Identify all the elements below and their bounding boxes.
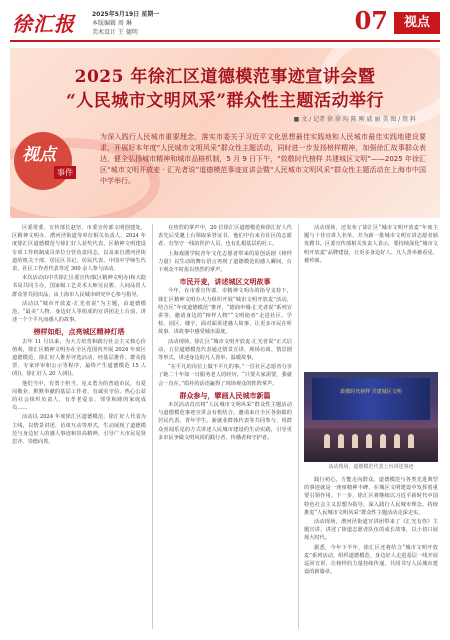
headline-line-1: 2025 年徐汇区道德模范事迹宣讲会暨 <box>74 67 376 87</box>
paragraph: 上海戏剧学院青年文化志愿者带来的原创话剧《榜样力量》以生动的舞台语言再现了道德模范的感人瞬间，台下观众不时报以热烈的掌声。 <box>158 250 292 274</box>
paragraph: 区委常委、宣传部长赵坚、市委宣传部文明创建处、区精神文明办、漕河泾街道等单位相关负责人、2024 年度徐汇区道德模范与徐汇好人获奖代表，区精神文明建设专项工作机制成员单位分管负责同志，以及来自漕河泾街道的机关干部、居民区书记、居民代表、中国中学师生代表、社区工作者代表等近 300 余人参与活动。 <box>12 225 146 273</box>
column-2 <box>158 224 292 443</box>
column-3 <box>304 224 438 266</box>
section-tag <box>14 132 90 190</box>
paragraph: 在热烈的掌声中，20 位徐汇区道德模范和徐汇好人代表先后受邀上台领取荣誉证书，他们中有来自社区的志愿者，有坚守一线的医护人员，也有扎根基层的社工。 <box>158 225 292 248</box>
paragraph: 本次活动首次将“人民城市文明风采”群众性主题活动与道德模范事迹宣讲会有机结合，邀请来自全区各街镇的居民代表、青年学生、新就业群体代表等共同参与，用群众喜闻乐见的方式讲述人民城市建设的生动实践，引导更多市民争做文明风尚的践行者、传播者和守护者。 <box>158 402 292 441</box>
designer-credit: 美术设计 王 德明 <box>92 29 138 36</box>
paragraph: 践行初心，方能走向群众。道德模范与各类先进典型的事迹就是一座座精神丰碑，在城区文明建设中发挥着重要引领作用。下一步，徐汇区将继续以习近平新时代中国特色社会主义思想为指导，深入践行人民城市理念，持续推进“人民城市文明风采”群众性主题活动走深走实。 <box>304 477 438 516</box>
person-figure <box>408 434 414 448</box>
stage-screen <box>312 378 430 420</box>
stage-screen-text: 致敬时代榜样 共建城区文明 <box>340 389 402 395</box>
masthead-divider <box>10 40 440 42</box>
column-divider <box>298 224 299 629</box>
newspaper-logo: 徐汇报 <box>12 12 75 36</box>
person-figure <box>366 434 372 448</box>
photo-caption: 活动现场，道德模范代表上台讲述事迹 <box>328 464 414 470</box>
paragraph: 活动现场，漕河泾街道宣讲团带来了《汇光有你》主题宣讲，讲述了街道志愿者队伍的成长故事，以小切口展现大时代。 <box>304 519 438 542</box>
article-banner <box>10 48 440 218</box>
column-divider <box>152 224 153 629</box>
subheading: 市民开麦，讲述城区文明故事 <box>179 277 271 287</box>
paragraph: 去年 11 月以来，为大力培育和践行社会主义核心价值观，徐汇区精神文明办在全区范围内开展 2024 年度区道德模范、徐汇好人推荐评选活动，经基层推荐、群众投票、专家评审和公示等程序，最终产生道德模范 15 人(组)，徐汇好人 20 人(组)。 <box>12 338 146 378</box>
subheading: 群众参与，擘画人民城市新篇 <box>179 390 271 400</box>
paragraph: 活动现场，徐汇区“城市文明开放麦·汇光者说”正式启动，五位道德模范代表通过情景宣讲、现场访谈、情景剧等形式，讲述身边的凡人善举、温暖故事。 <box>158 338 292 362</box>
issue-meta <box>92 10 159 37</box>
column-1 <box>12 224 146 447</box>
article-lead: 为深入践行人民城市重要理念，落实市委关于习近平文化思想最佳实践地和人民城市最佳实践地建设要求，开展好本年度“人民城市文明风采”群众性主题活动，同时进一步发扬榜样精神，加强徐汇故事群众表达，健全弘扬城市精神和城市品格机制，5 月 9 日下午，“致敬时代榜样 共建城区文明”——2025 年徐汇区“城市文明开放麦 · 汇光者说”道德模范事迹宣讲会暨“人民城市文明风采”群众性主题活动在上海市中国中学举行。 <box>100 133 426 185</box>
paragraph: 据悉，今年下半年，徐汇区还将结合“城市文明开放麦”系列活动，组织道德模范、身边好人走进基层一线开展巡回宣讲，让榜样的力量持续传递，共同书写人民城市建设的新篇章。 <box>304 544 438 576</box>
section-badge: 视点 <box>394 12 440 34</box>
tag-sublabel: 事件 <box>54 166 76 179</box>
subheading: 榜样如炬，点亮城区精神灯塔 <box>33 327 125 337</box>
person-figure <box>380 434 386 448</box>
editor-credit: 本版编辑 周 琳 <box>92 20 132 27</box>
page-number: 07 <box>354 6 388 35</box>
person-figure <box>324 434 330 448</box>
byline: ■ 文 / 记者 徐 徐 均 陈 刚 戚 丽 美 图 / 资 料 <box>293 116 416 123</box>
paragraph: 活动现场，还发布了徐汇区“城市文明开放麦”年度主题与十佳宣讲人名单，并为新一批城市文明宣讲志愿者颁发聘书。区委宣传部相关负责人表示，要持续深化“城市文明开放麦”品牌建设，让更多身边好人、凡人善举被看见、被传颂。 <box>304 225 438 264</box>
paragraph: 本次活动由中共徐汇区委宣传部(区精神文明办)和大隐书局共同主办，国家级工艺美术大师吴良骏、人间品赏人群众等共同出品，由上海市人民城市研究中心参与指导。 <box>12 275 146 298</box>
event-photo <box>304 372 438 462</box>
issue-date: 2025年5月19日 星期一 <box>92 11 160 18</box>
masthead <box>0 0 450 46</box>
person-figure <box>338 434 344 448</box>
tag-label: 视点 <box>22 145 56 165</box>
column-3-continued <box>304 476 438 577</box>
paragraph: 活动以 2024 年度徐汇区道德模范、徐汇好人代表为主线，以情景讲述、访谈互动等形式，生动展现了道德模范与身边好人的感人事迹和崇高精神，引导广大市民见贤思齐、崇德向善。 <box>12 414 146 446</box>
person-figure <box>394 434 400 448</box>
paragraph: 他们当中，有勇于担当、见义勇为的普通市民，有爱岗敬业、默默奉献的基层工作者，有诚实守信、热心公益的社会组织负责人，有孝老爱亲、邻里和睦的家庭成员…… <box>12 380 146 412</box>
paragraph: “在平凡的岗位上做不平凡的事。”一位社区志愿者分享了她二十年如一日服务老人的经历，“只要大家需要，我就会一直在。”质朴的话语赢得了现场观众的阵阵掌声。 <box>158 364 292 387</box>
person-figure <box>352 434 358 448</box>
paragraph: 活动以“城市开放麦·汇光者说”为主题，由道德模范、“最美”人物、身边好人等组成的宣讲团走上台前，讲述一个个平凡而感人的故事。 <box>12 300 146 324</box>
article-body <box>10 224 440 632</box>
paragraph: 今年，在市委宣传部、市精神文明办的指导支持下，徐汇区精神文明办大力组织开展“城市文明开放麦”活动，结合区“年度道德模范”推评，“德润申城·汇光者说”系列宣讲等，邀请身边的“榜样人物”“文明使者”走进社区、学校、园区、楼宇，面对面讲述感人故事，让更多市民在听故事、讲故事中感受城市温度。 <box>158 288 292 336</box>
headline-line-2: “人民城市文明风采”群众性主题活动举行 <box>65 91 385 111</box>
